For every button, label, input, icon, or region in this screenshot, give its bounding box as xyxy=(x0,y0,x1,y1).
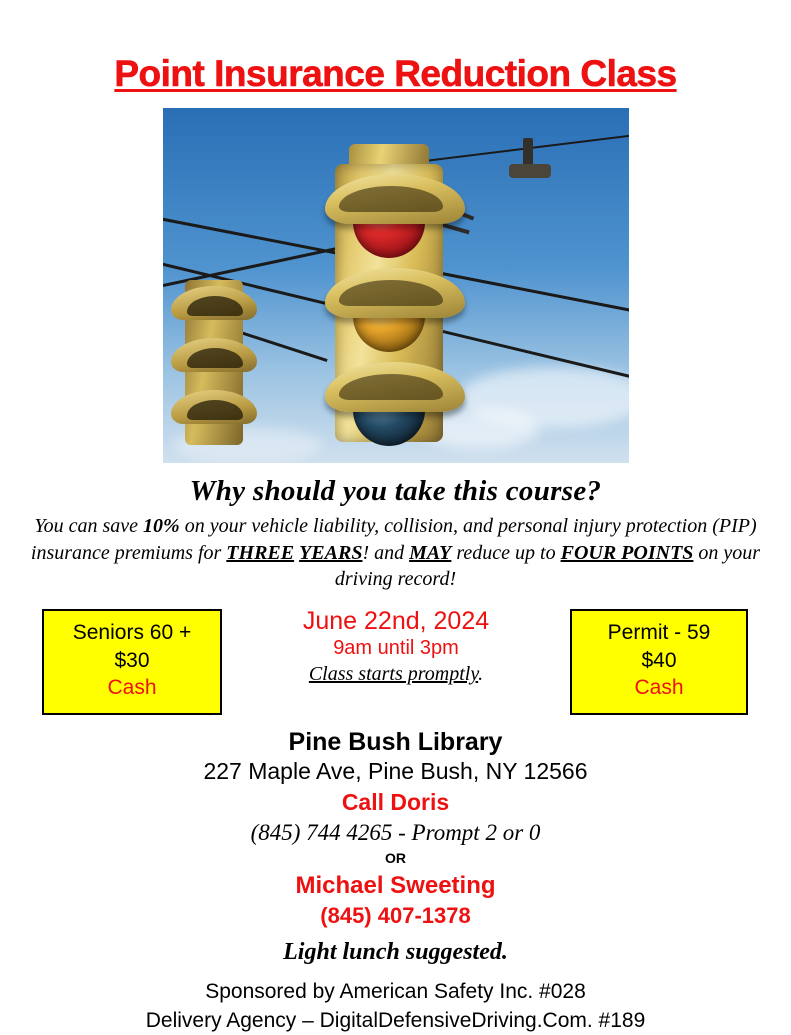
price-box-seniors-label: Seniors 60 + xyxy=(72,620,192,644)
main-traffic-light xyxy=(313,138,468,448)
secondary-traffic-light xyxy=(171,268,257,448)
price-box-permit xyxy=(570,609,748,715)
venue-address: 227 Maple Ave, Pine Bush, NY 12566 xyxy=(203,758,588,785)
photo-container xyxy=(0,108,791,463)
class-start-note-underline: Class starts promptly xyxy=(308,663,479,686)
page-title: Point Insurance Reduction Class xyxy=(114,53,677,94)
desc-years: YEARS xyxy=(299,541,363,564)
hanger-cap xyxy=(509,164,551,178)
price-box-permit-payment: Cash xyxy=(634,676,684,700)
class-start-note xyxy=(236,661,556,687)
contact-primary-phone[interactable]: (845) 744 4265 - Prompt 2 or 0 xyxy=(250,819,541,845)
class-start-note-period: . xyxy=(478,663,484,686)
price-box-seniors xyxy=(42,609,222,715)
desc-part: reduce up to xyxy=(451,541,561,564)
price-box-permit-amount: $40 xyxy=(641,648,677,672)
pricing-and-schedule-band xyxy=(0,606,791,727)
price-box-permit-label: Permit - 59 xyxy=(607,620,711,644)
lunch-note: Light lunch suggested. xyxy=(283,939,508,966)
class-date: June 22nd, 2024 xyxy=(302,606,490,635)
class-time: 9am until 3pm xyxy=(333,637,459,660)
or-separator: OR xyxy=(385,849,406,866)
contact-block xyxy=(0,727,791,1035)
course-description xyxy=(28,513,763,593)
traffic-light-photo xyxy=(163,108,629,463)
agency-line: Delivery Agency – DigitalDefensiveDriving.Com. #189 xyxy=(145,1008,646,1032)
desc-part: on your vehicle liability, collision, and xyxy=(179,515,493,537)
price-box-seniors-amount: $30 xyxy=(114,648,150,672)
contact-primary-label: Call Doris xyxy=(341,789,450,816)
desc-three: THREE xyxy=(226,541,295,564)
desc-part: You can save xyxy=(34,515,144,537)
contact-secondary-name: Michael Sweeting xyxy=(295,871,496,899)
venue-name: Pine Bush Library xyxy=(288,727,503,756)
schedule-block xyxy=(236,607,556,688)
desc-part: personal injury protection (PIP) insurance premiums for xyxy=(30,515,757,564)
sponsor-line: Sponsored by American Safety Inc. #028 xyxy=(205,980,586,1004)
desc-discount: 10% xyxy=(143,515,180,537)
section-heading: Why should you take this course? xyxy=(189,475,602,507)
desc-part: ! and xyxy=(362,541,410,564)
price-box-seniors-payment: Cash xyxy=(107,676,157,700)
desc-four-points: FOUR POINTS xyxy=(560,541,694,564)
desc-part: on your driving record! xyxy=(334,541,761,591)
contact-secondary-phone[interactable]: (845) 407-1378 xyxy=(320,902,471,928)
desc-may: MAY xyxy=(409,541,452,564)
